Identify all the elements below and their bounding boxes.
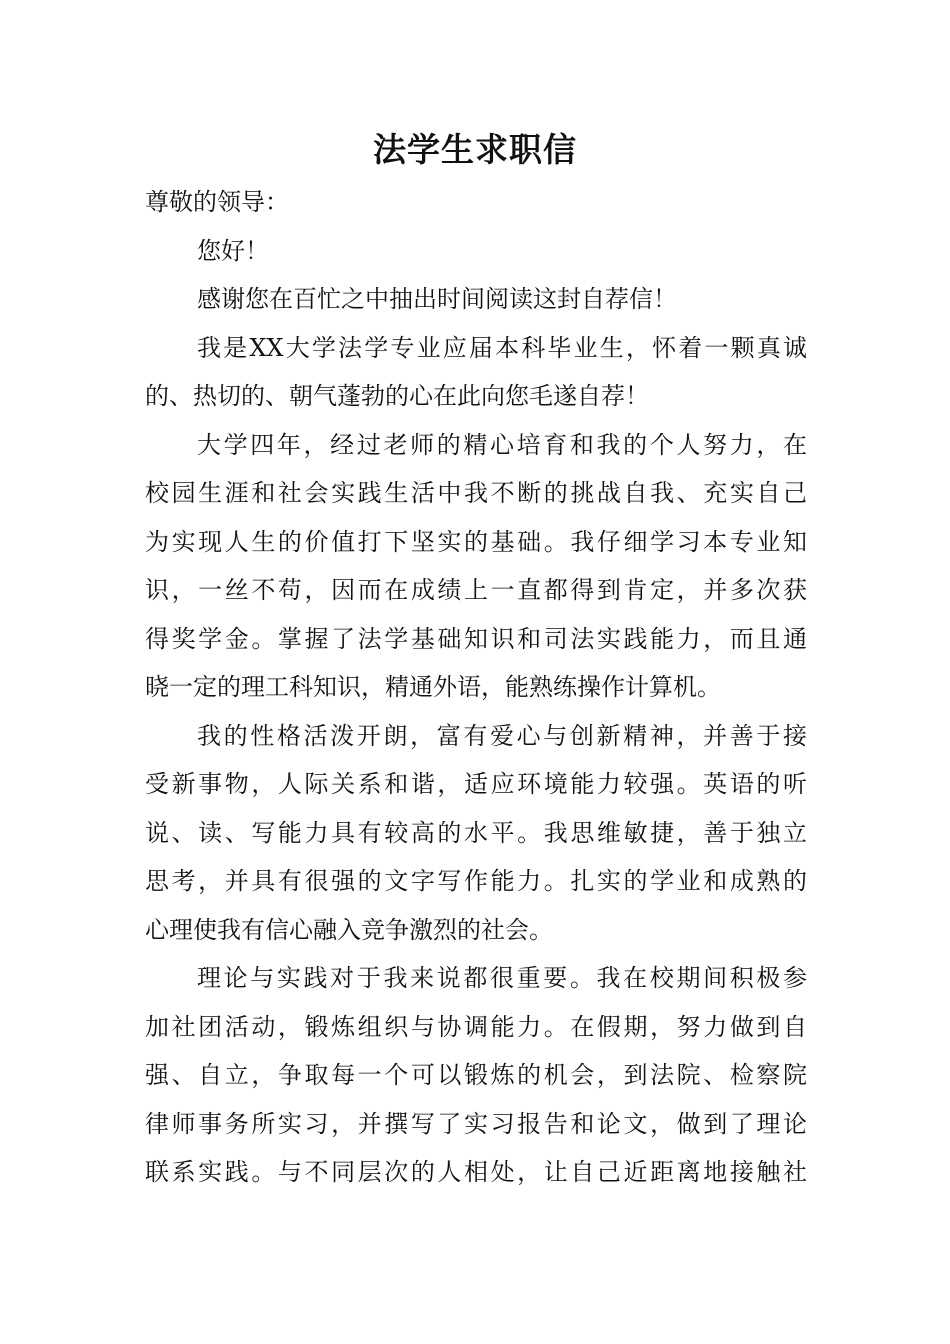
text-line: 受新事物，人际关系和谐，适应环境能力较强。英语的听 [145,770,807,798]
document-title: 法学生求职信 [373,130,577,169]
text-line: 律师事务所实习，并撰写了实习报告和论文，做到了理论 [145,1109,807,1138]
text-line: 心理使我有信心融入竞争激烈的社会。 [145,915,553,944]
text-line: 的、热切的、朝气蓬勃的心在此向您毛遂自荐！ [145,382,649,410]
text-line: 为实现人生的价值打下坚实的基础。我仔细学习本专业知 [145,527,807,556]
text-line: 我的性格活泼开朗，富有爱心与创新精神，并善于接 [197,721,807,750]
text-line: 联系实践。与不同层次的人相处，让自己近距离地接触社 [145,1158,807,1186]
text-line: 晓一定的理工科知识，精通外语，能熟练操作计算机。 [145,673,721,701]
text-line: 校园生涯和社会实践生活中我不断的挑战自我、充实自己 [145,479,807,507]
text-line: 加社团活动，锻炼组织与协调能力。在假期，努力做到自 [145,1012,807,1041]
text-line: 大学四年，经过老师的精心培育和我的个人努力，在 [197,430,807,459]
text-line: 说、读、写能力具有较高的水平。我思维敏捷，善于独立 [145,818,807,847]
text-line: 得奖学金。掌握了法学基础知识和司法实践能力，而且通 [145,624,807,653]
text-line: 思考，并具有很强的文字写作能力。扎实的学业和成熟的 [145,867,807,895]
text-line: 我是XX大学法学专业应届本科毕业生，怀着一颗真诚 [197,333,807,362]
text-line: 您好！ [197,236,269,265]
text-line: 理论与实践对于我来说都很重要。我在校期间积极参 [197,964,807,992]
text-line: 识，一丝不苟，因而在成绩上一直都得到肯定，并多次获 [145,576,807,604]
text-line: 尊敬的领导： [145,188,289,216]
text-line: 感谢您在百忙之中抽出时间阅读这封自荐信！ [197,285,677,313]
text-line: 强、自立，争取每一个可以锻炼的机会，到法院、检察院 [145,1061,807,1089]
letter-body [145,178,807,1197]
